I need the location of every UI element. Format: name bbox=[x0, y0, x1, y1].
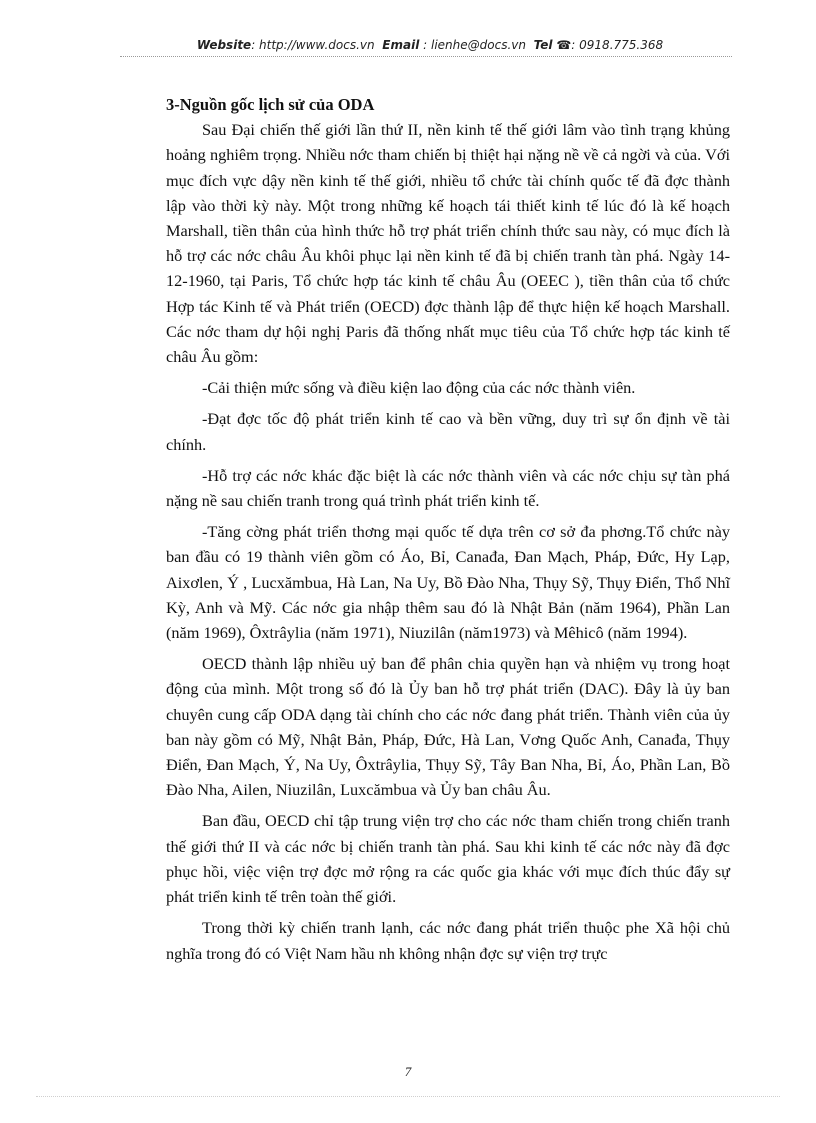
page-number: 7 bbox=[404, 1064, 412, 1079]
section-title: 3-Nguồn gốc lịch sử của ODA bbox=[166, 95, 375, 114]
paragraph: Trong thời kỳ chiến tranh lạnh, các nớc đang phát triển thuộc phe Xã hội chủ nghĩa trong đó có Việt Nam hầu nh không nhận đợc sự viện trợ trực bbox=[166, 918, 730, 963]
paragraph: -Cải thiện mức sống và điều kiện lao động của các nớc thành viên. bbox=[202, 378, 636, 398]
header-divider bbox=[120, 56, 732, 57]
paragraph: -Hỗ trợ các nớc khác đặc biệt là các nớc thành viên và các nớc chịu sự tàn phá nặng nề sau chiến tranh trong quá trình phát triển kinh tế. bbox=[166, 465, 730, 511]
email-value: : lienhe@docs.vn bbox=[423, 38, 526, 52]
tel-label: Tel bbox=[533, 38, 553, 52]
paragraph: Sau Đại chiến thế giới lần thứ II, nền kinh tế thế giới lâm vào tình trạng khủng hoảng nghiêm trọng. Nhiều nớc tham chiến bị thiệt hại nặng nề về cả ngời và của. Với mục đích vực dậy nền kinh tế thế giới, nhiều tổ chức tài chính quốc tế đã đợc thành lập vào thời kỳ này. Một trong những kế hoạch tái thiết kinh tế lúc đó là kế hoạch Marshall, tiền thân của hình thức hỗ trợ phát triển chính thức sau này, có mục đích là hỗ trợ các nớc châu Âu khôi phục lại nền kinh tế đã bị chiến tranh tàn phá. Ngày 14-12-1960, tại Paris, Tổ chức hợp tác kinh tế châu Âu (OEEC ), tiền thân của tổ chức Hợp tác Kinh tế và Phát triển (OECD) đợc thành lập để thực hiện kế hoạch Marshall. Các nớc tham dự hội nghị Paris đã thống nhất mục tiêu của Tổ chức hợp tác kinh tế châu Âu gồm: bbox=[166, 120, 730, 367]
website-label: Website bbox=[196, 38, 252, 52]
paragraph: -Đạt đợc tốc độ phát triển kinh tế cao và bền vững, duy trì sự ổn định về tài chính. bbox=[166, 409, 730, 454]
email-label: Email bbox=[382, 38, 420, 52]
paragraph: -Tăng cờng phát triển thơng mại quốc tế dựa trên cơ sở đa phơng.Tổ chức này ban đầu có 19 thành viên gồm có Áo, Bỉ, Canađa, Đan Mạch, Pháp, Đức, Hy Lạp, Aixơlen, Ý , Lucxămbua, Hà Lan, Na Uy, Bồ Đào Nha, Thụy Sỹ, Thụy Điển, Thổ Nhĩ Kỳ, Anh và Mỹ. Các nớc gia nhập thêm sau đó là Nhật Bản (năm 1964), Phần Lan (năm 1969), Ôxtrâylia (năm 1971), Niuzilân (năm1973) và Mêhicô (năm 1994). bbox=[166, 522, 730, 643]
page-header bbox=[120, 38, 740, 52]
document-body bbox=[166, 92, 730, 972]
paragraph: OECD thành lập nhiều uỷ ban để phân chia quyền hạn và nhiệm vụ trong hoạt động của mình. Một trong số đó là Ủy ban hỗ trợ phát triển (DAC). Đây là ủy ban chuyên cung cấp ODA dạng tài chính cho các nớc đang phát triển. Thành viên của ủy ban này gồm có Mỹ, Nhật Bản, Pháp, Đức, Hà Lan, Vơng Quốc Anh, Canađa, Thụy Điển, Đan Mạch, Ý, Na Uy, Ôxtrâylia, Thụy Sỹ, Tây Ban Nha, Bỉ, Áo, Phần Lan, Bồ Đào Nha, Ailen, Niuzilân, Luxcămbua và Ủy ban châu Âu. bbox=[166, 654, 730, 800]
page-bottom-divider bbox=[36, 1096, 780, 1097]
website-value: : http://www.docs.vn bbox=[251, 38, 375, 52]
phone-icon: ☎ bbox=[556, 38, 572, 52]
tel-value: : 0918.775.368 bbox=[571, 38, 664, 52]
paragraph: Ban đầu, OECD chỉ tập trung viện trợ cho các nớc tham chiến trong chiến tranh thế giới thứ II và các nớc bị chiến tranh tàn phá. Sau khi kinh tế các nớc này đã đợc phục hồi, việc viện trợ đợc mở rộng ra các quốc gia khác với mục đích thúc đẩy sự phát triển kinh tế trên toàn thế giới. bbox=[166, 811, 730, 907]
